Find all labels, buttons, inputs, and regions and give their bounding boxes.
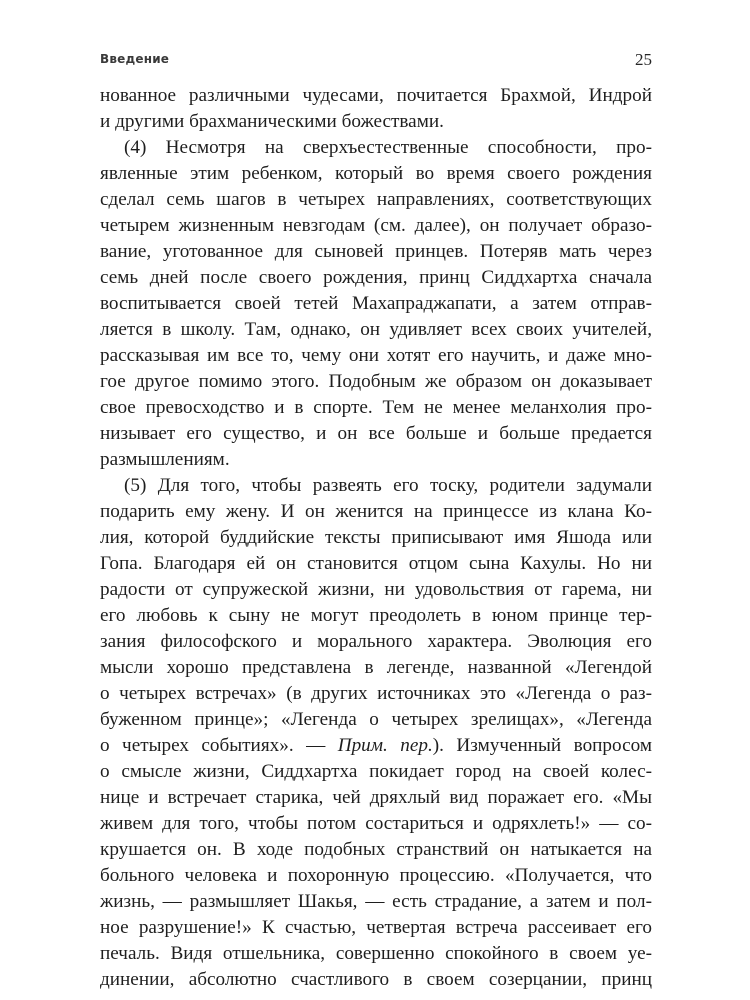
text-line: низывает его существо, и он все больше и больше предается — [100, 423, 652, 444]
translator-note: Прим. пер. — [337, 735, 433, 756]
text-line: нице и встречает старика, чей дряхлый вид поражает его. «Мы — [100, 787, 652, 808]
text-line: свое превосходство и в спорте. Тем не менее меланхолия про- — [100, 397, 652, 418]
text-line: воспитывается своей тетей Махапраджапати, а затем отправ- — [100, 293, 652, 314]
text-line: гое другое помимо этого. Подобным же образом он доказывает — [100, 371, 652, 392]
paragraph-5-first-line: (5) Для того, чтобы развеять его тоску, родители задумали — [124, 475, 652, 496]
text-line: лия, которой буддийские тексты приписывают имя Яшода или — [100, 527, 652, 548]
text-line: больного человека и похоронную процессию. «Получается, что — [100, 865, 652, 886]
text-line: четырем жизненным невзгодам (см. далее), он получает образо- — [100, 215, 652, 236]
text-line: ное разрушение!» К счастью, четвертая встреча рассеивает его — [100, 917, 652, 938]
text-line: вание, уготованное для сыновей принцев. Потеряв мать через — [100, 241, 652, 262]
text-line: его любовь к сыну не могут преодолеть в юном принце тер- — [100, 605, 652, 626]
text-line: нованное различными чудесами, почитается Брахмой, Индрой — [100, 85, 652, 106]
text-line: явленные этим ребенком, который во время своего рождения — [100, 163, 652, 184]
text-line: размышлениям. — [100, 449, 230, 470]
text-line: радости от супружеской жизни, ни удовольствия от гарема, ни — [100, 579, 652, 600]
section-title: Введение — [100, 52, 170, 66]
text-line: печаль. Видя отшельника, совершенно спокойного в своем уе- — [100, 943, 652, 964]
text-line: подарить ему жену. И он женится на принцессе из клана Ко- — [100, 501, 652, 522]
text-line: ляется в школу. Там, однако, он удивляет всех своих учителей, — [100, 319, 652, 340]
text-line: динении, абсолютно счастливого в своем созерцании, принц — [100, 969, 652, 990]
running-head — [100, 50, 652, 72]
text-line: буженном принце»; «Легенда о четырех зрелищах», «Легенда — [100, 709, 652, 730]
paragraph-4-first-line: (4) Несмотря на сверхъестественные способности, про- — [124, 137, 652, 158]
text-line: зания философского и морального характера. Эволюция его — [100, 631, 652, 652]
text-line: жизнь, — размышляет Шакья, — есть страдание, а затем и пол- — [100, 891, 652, 912]
text-line: семь дней после своего рождения, принц Сиддхартха сначала — [100, 267, 652, 288]
text-line: сделал семь шагов в четырех направлениях, соответствующих — [100, 189, 652, 210]
text-line: крушается он. В ходе подобных странствий он натыкается на — [100, 839, 652, 860]
text-line: Гопа. Благодаря ей он становится отцом сына Кахулы. Но ни — [100, 553, 652, 574]
text-segment: о четырех событиях». — — [100, 735, 338, 756]
text-line: живем для того, чтобы потом состариться и одряхлеть!» — со- — [100, 813, 652, 834]
text-line: мысли хорошо представлена в легенде, названной «Легендой — [100, 657, 652, 678]
text-line: о четырех встречах» (в других источниках это «Легенда о раз- — [100, 683, 652, 704]
text-line: и другими брахманическими божествами. — [100, 111, 444, 132]
text-segment: ). Измученный вопросом — [432, 735, 652, 756]
text-line: о смысле жизни, Сиддхартха покидает город на своей колес- — [100, 761, 652, 782]
page-number: 25 — [635, 50, 652, 69]
text-line: рассказывая им все то, чему они хотят его научить, и даже мно- — [100, 345, 652, 366]
text-line-with-translator-note — [100, 734, 652, 758]
